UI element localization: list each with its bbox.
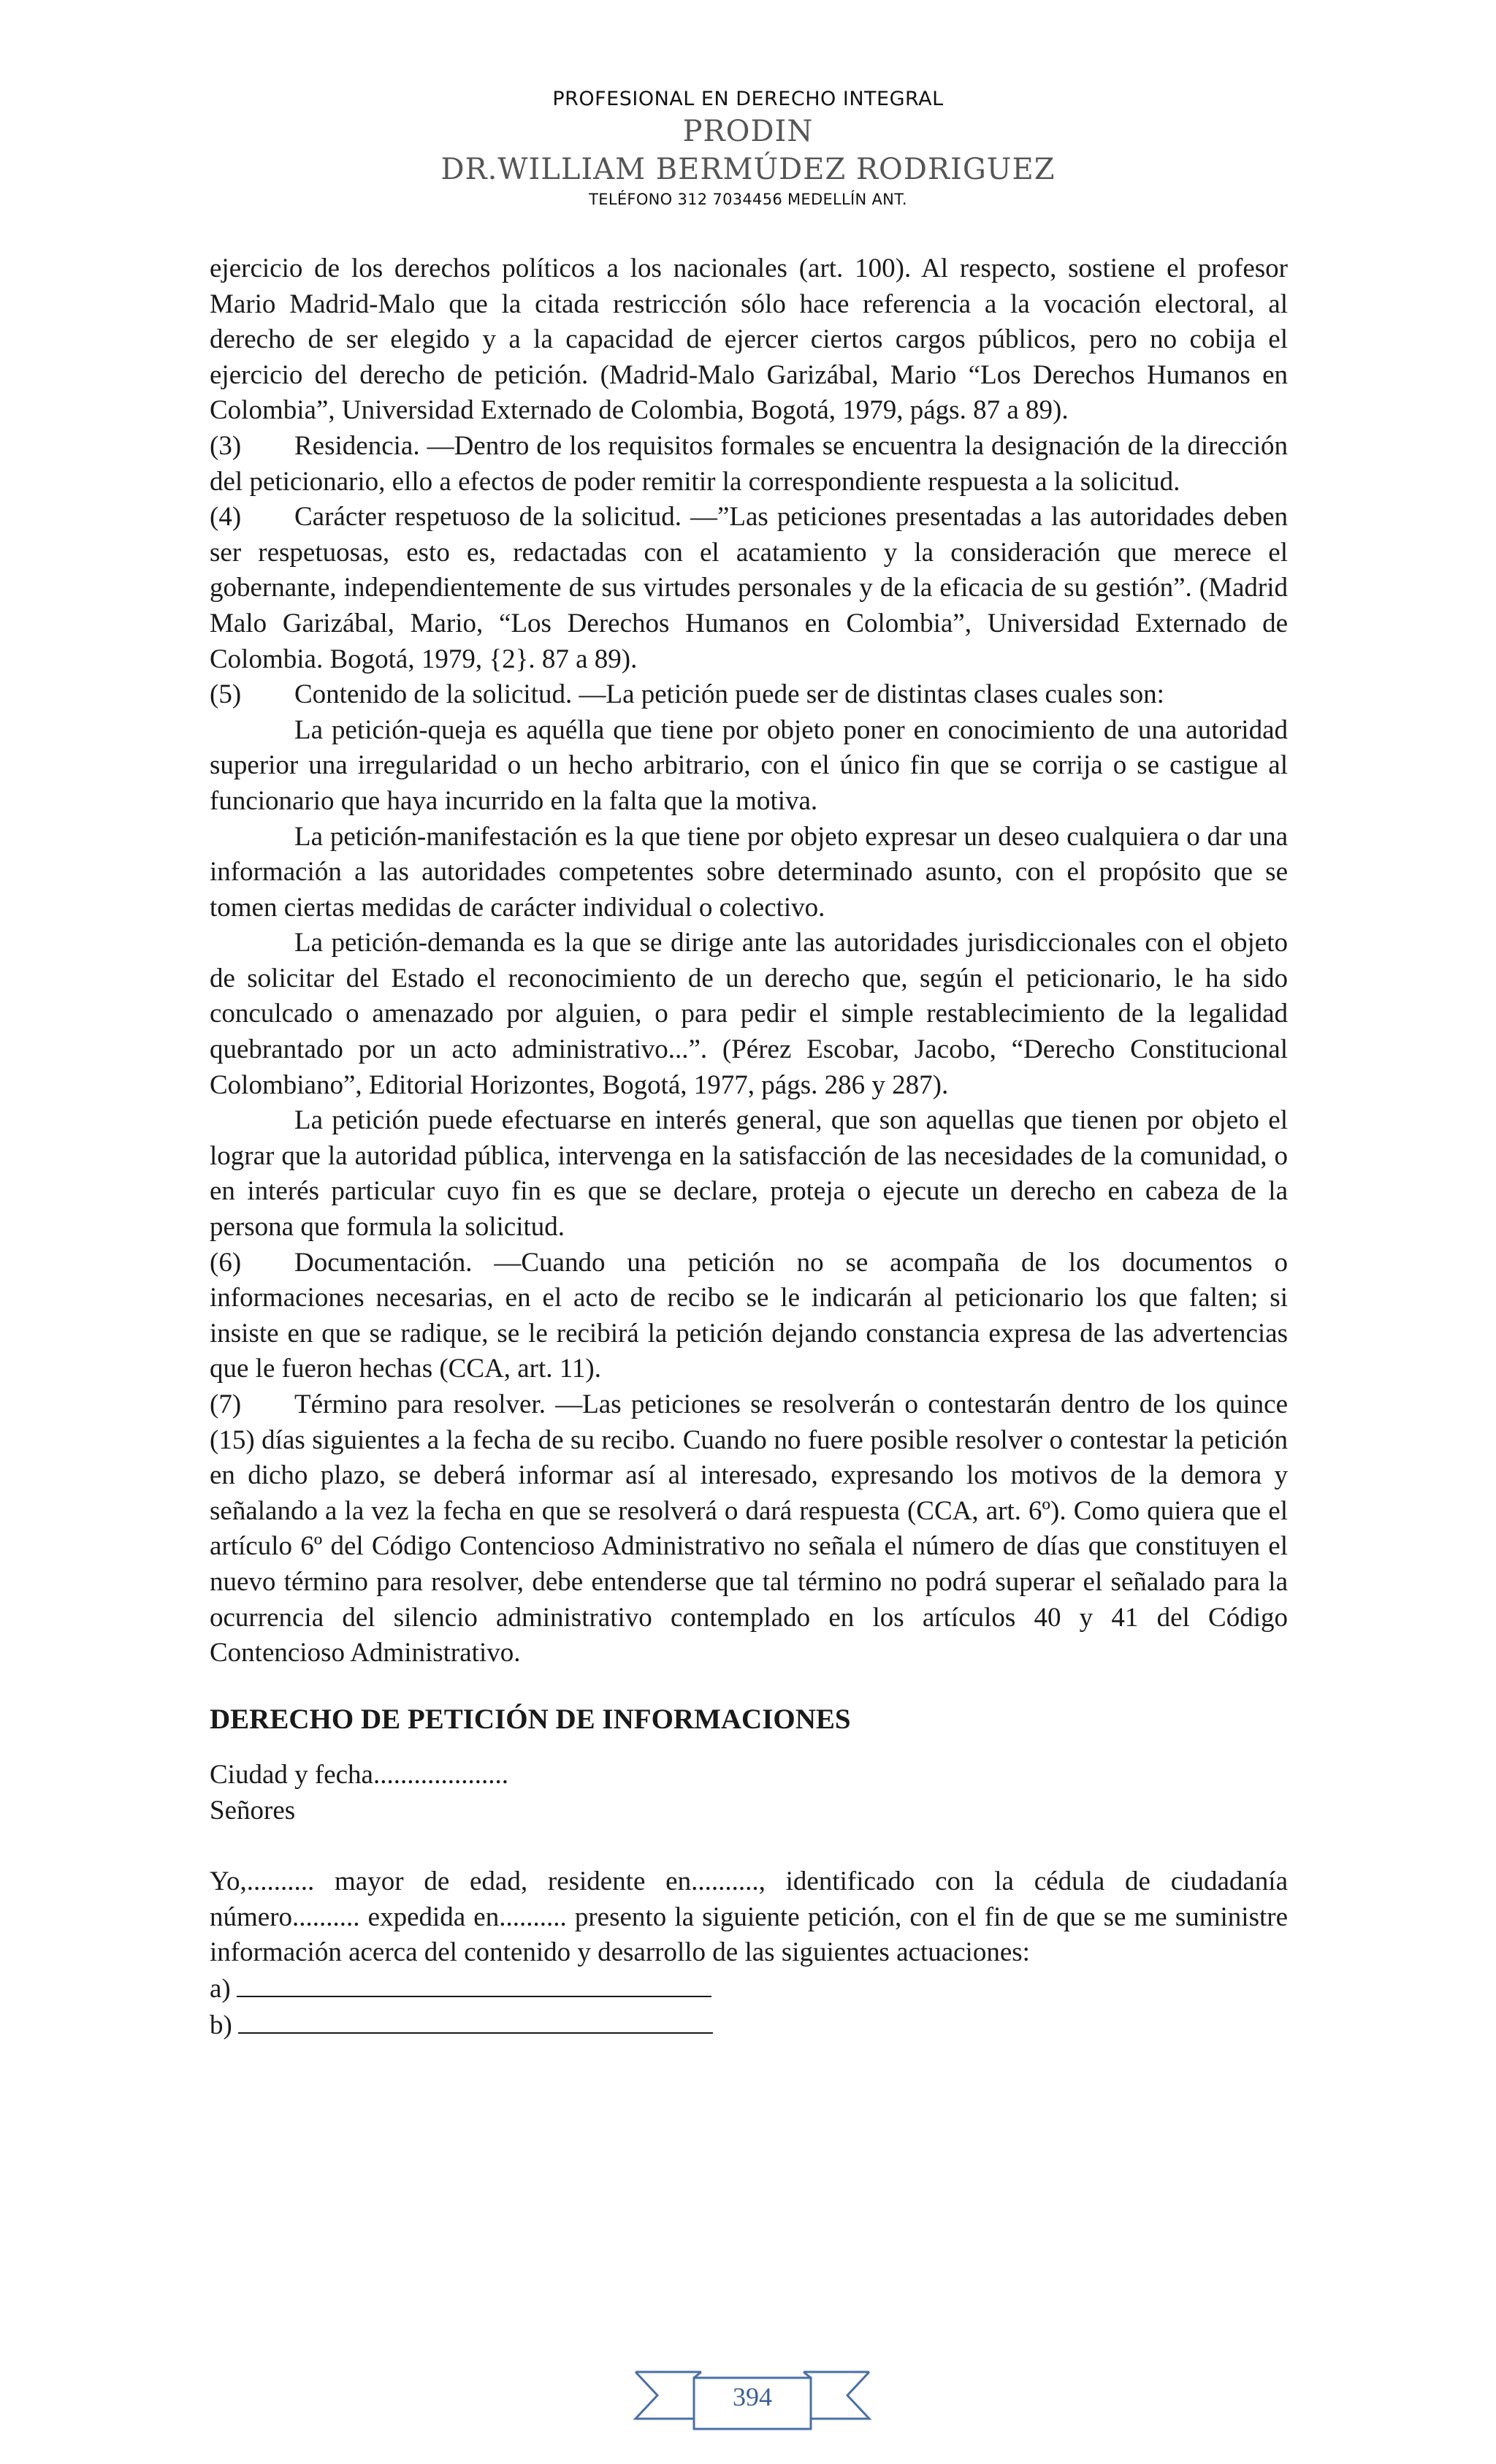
list-number: (7): [210, 1389, 242, 1419]
paragraph-peticion-demanda: La petición-demanda es la que se dirige ante las autoridades jurisdiccionales con el objeto de solicitar del Estado el reconocimiento de un derecho que, según el peticionario, le ha sido conculcado o amenazado por alguien, o para pedir el simple restablecimiento de la legalidad quebrantado por un acto administrativo...”. (Pérez Escobar, Jacobo, “Derecho Constitucional Colombiano”, Editorial Horizontes, Bogotá, 1977, págs. 286 y 287).: [210, 928, 1288, 1100]
salutation: Señores: [210, 1795, 296, 1826]
list-item-text: Contenido de la solicitud. —La petición puede ser de distintas clases cuales son:: [294, 679, 1164, 710]
fill-in-line: [238, 2007, 713, 2034]
petition-paragraph: Yo,.......... mayor de edad, residente en.........., identificado con la cédula de ciudadanía número.......... expedida en.......... presento la siguiente petición, con el fin de que se me suministre información acerca del contenido y desarrollo de las siguientes actuaciones:: [210, 1866, 1288, 1968]
paragraph-peticion-queja: La petición-queja es aquélla que tiene por objeto poner en conocimiento de una autoridad superior una irregularidad o un hecho arbitrario, con el único fin que se corrija o se castigue al funcionario que haya incurrido en la falta que la motiva.: [210, 714, 1288, 816]
header-name: DR.WILLIAM BERMÚDEZ RODRIGUEZ: [440, 153, 1056, 186]
list-item-4: [210, 500, 1288, 677]
section-heading: DERECHO DE PETICIÓN DE INFORMACIONES: [210, 1703, 851, 1735]
letterhead: [0, 86, 1496, 210]
page-number: 394: [733, 2382, 772, 2411]
header-profession: PROFESIONAL EN DERECHO INTEGRAL: [552, 88, 944, 110]
blank-line: [210, 1829, 1288, 1865]
blank-item-a: [210, 1971, 1288, 2007]
list-number: (5): [210, 679, 242, 710]
list-item-5: [210, 677, 1288, 713]
city-date-line: Ciudad y fecha....................: [210, 1760, 508, 1790]
paragraph-interes: La petición puede efectuarse en interés general, que son aquellas que tienen por objeto el lograr que la autoridad pública, intervenga en la satisfacción de las necesidades de la comunidad, o en interés particular cuyo fin es que se declare, proteja o ejecute un derecho en cabeza de la persona que formula la solicitud.: [210, 1105, 1288, 1243]
document-body: [210, 251, 1288, 2043]
list-item-7: [210, 1387, 1288, 1671]
list-item-text: Término para resolver. —Las peticiones se resolverán o contestarán dentro de los quince (15) días siguientes a la fecha de su recibo. Cuando no fuere posible resolver o contestar la petición en dicho plazo, se deberá informar así al interesado, expresando los motivos de la demora y señalando a la vez la fecha en que se resolverá o dará respuesta (CCA, art. 6º). Como quiera que el artículo 6º del Código Contencioso Administrativo no señala el número de días que constituyen el nuevo término para resolver, debe entenderse que tal término no podrá superar el señalado para la ocurrencia del silencio administrativo contemplado en los artículos 40 y 41 del Código Contencioso Administrativo.: [210, 1389, 1288, 1668]
header-contact: TELÉFONO 312 7034456 MEDELLÍN ANT.: [589, 191, 907, 208]
fill-in-line: [237, 1971, 711, 1997]
header-brand: PRODIN: [682, 115, 814, 148]
blank-item-b: [210, 2007, 1288, 2044]
list-number: (3): [210, 430, 242, 461]
list-item-text: Carácter respetuoso de la solicitud. —”Las peticiones presentadas a las autoridades deben ser respetuosas, esto es, redactadas con el acatamiento y la consideración que merece el gobernante, independientemente de sus virtudes personales y de la eficacia de su gestión”. (Madrid Malo Garizábal, Mario, “Los Derechos Humanos en Colombia”, Universidad Externado de Colombia. Bogotá, 1979, {2}. 87 a 89).: [210, 502, 1288, 674]
item-label: a): [210, 1973, 231, 2004]
item-label: b): [210, 2010, 232, 2040]
paragraph-peticion-manifestacion: La petición-manifestación es la que tiene por objeto expresar un deseo cualquiera o dar una información a las autoridades competentes sobre determinado asunto, con el propósito que se tomen ciertas medidas de carácter individual o colectivo.: [210, 821, 1288, 923]
page-number-badge: [628, 2362, 877, 2435]
list-item-6: [210, 1246, 1288, 1387]
list-item-text: Residencia. —Dentro de los requisitos formales se encuentra la designación de la dirección del peticionario, ello a efectos de poder remitir la correspondiente respuesta a la solicitud.: [210, 430, 1288, 497]
list-number: (4): [210, 502, 242, 533]
list-item-3: [210, 429, 1288, 500]
paragraph-intro: ejercicio de los derechos políticos a los nacionales (art. 100). Al respecto, sostiene el profesor Mario Madrid-Malo que la citada restricción sólo hace referencia a la vocación electoral, al derecho de ser elegido y a la capacidad de ejercer ciertos cargos públicos, pero no cobija el ejercicio del derecho de petición. (Madrid-Malo Garizábal, Mario “Los Derechos Humanos en Colombia”, Universidad Externado de Colombia, Bogotá, 1979, págs. 87 a 89).: [210, 253, 1288, 426]
list-number: (6): [210, 1247, 242, 1278]
list-item-text: Documentación. —Cuando una petición no se acompaña de los documentos o informaciones necesarias, en el acto de recibo se le indicarán al peticionario los que falten; si insiste en que se radique, se le recibirá la petición dejando constancia expresa de las advertencias que le fueron hechas (CCA, art. 11).: [210, 1247, 1288, 1384]
